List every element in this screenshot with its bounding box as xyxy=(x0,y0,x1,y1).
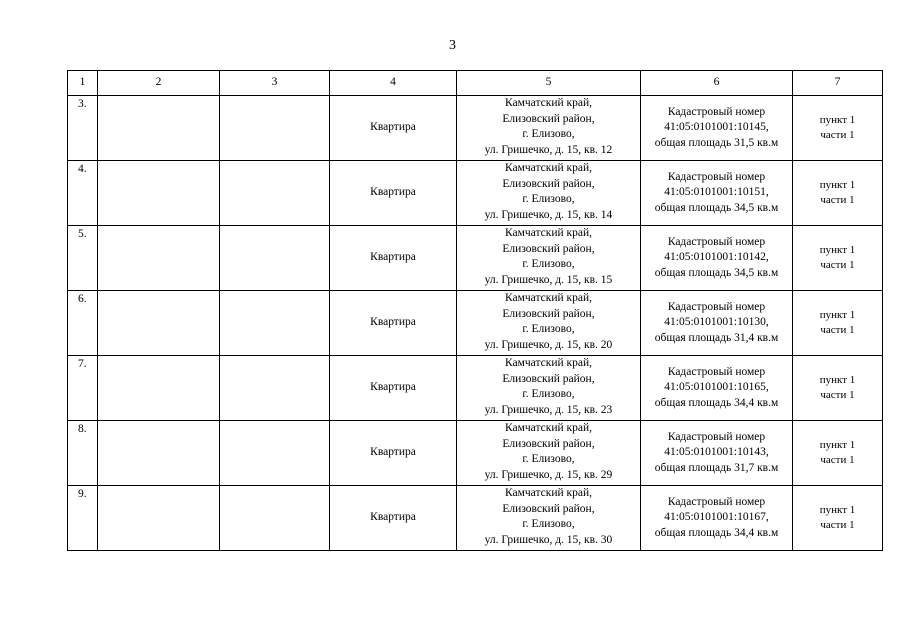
legal-basis-line: пункт 1 xyxy=(819,114,856,126)
cell-col-2 xyxy=(98,421,220,486)
legal-basis-line: пункт 1 xyxy=(819,179,856,191)
cadastral-cell xyxy=(641,161,793,226)
legal-basis-line: пункт 1 xyxy=(819,244,856,256)
cadastral-line: 41:05:0101001:10143, xyxy=(664,446,769,459)
column-header: 5 xyxy=(457,71,641,96)
legal-basis-cell xyxy=(793,486,883,551)
table-row xyxy=(68,486,883,551)
cadastral-cell xyxy=(641,421,793,486)
legal-basis-line: пункт 1 xyxy=(819,439,856,451)
cell-col-3 xyxy=(220,226,330,291)
legal-basis-cell xyxy=(793,356,883,421)
row-number: 9. xyxy=(68,486,98,551)
cell-col-2 xyxy=(98,486,220,551)
row-number: 4. xyxy=(68,161,98,226)
row-number: 8. xyxy=(68,421,98,486)
address-line: ул. Гришечко, д. 15, кв. 14 xyxy=(484,208,613,221)
address-cell xyxy=(457,96,641,161)
address-cell xyxy=(457,421,641,486)
address-line: Камчатский край, xyxy=(504,97,592,109)
table-row xyxy=(68,96,883,161)
address-line: г. Елизово, xyxy=(522,453,575,465)
table-row xyxy=(68,421,883,486)
property-type: Квартира xyxy=(330,486,457,551)
address-line: г. Елизово, xyxy=(522,258,575,270)
cadastral-cell xyxy=(641,486,793,551)
cadastral-line: Кадастровый номер xyxy=(667,430,766,443)
property-type: Квартира xyxy=(330,226,457,291)
cell-col-3 xyxy=(220,291,330,356)
legal-basis-line: части 1 xyxy=(820,519,855,531)
cadastral-line: 41:05:0101001:10145, xyxy=(664,121,769,134)
address-line: Елизовский район, xyxy=(502,307,595,320)
cadastral-line: общая площадь 34,4 кв.м xyxy=(654,526,779,539)
cadastral-line: общая площадь 34,5 кв.м xyxy=(654,201,779,214)
cadastral-line: 41:05:0101001:10151, xyxy=(664,186,769,199)
property-type: Квартира xyxy=(330,356,457,421)
column-header: 3 xyxy=(220,71,330,96)
property-type: Квартира xyxy=(330,421,457,486)
address-line: Камчатский край, xyxy=(504,162,592,174)
address-line: г. Елизово, xyxy=(522,518,575,530)
address-cell xyxy=(457,486,641,551)
column-header: 2 xyxy=(98,71,220,96)
property-type: Квартира xyxy=(330,291,457,356)
cadastral-line: 41:05:0101001:10167, xyxy=(664,511,769,524)
row-number: 5. xyxy=(68,226,98,291)
address-line: г. Елизово, xyxy=(522,193,575,205)
address-line: ул. Гришечко, д. 15, кв. 30 xyxy=(484,533,613,546)
cadastral-line: общая площадь 31,4 кв.м xyxy=(654,331,779,344)
property-table xyxy=(67,70,883,551)
property-type: Квартира xyxy=(330,161,457,226)
legal-basis-cell xyxy=(793,96,883,161)
cadastral-line: 41:05:0101001:10142, xyxy=(664,251,769,264)
cadastral-line: Кадастровый номер xyxy=(667,105,766,118)
legal-basis-line: части 1 xyxy=(820,454,855,466)
cell-col-2 xyxy=(98,291,220,356)
row-number: 6. xyxy=(68,291,98,356)
address-line: Елизовский район, xyxy=(502,112,595,125)
cadastral-line: 41:05:0101001:10165, xyxy=(664,381,769,394)
address-line: г. Елизово, xyxy=(522,388,575,400)
legal-basis-line: части 1 xyxy=(820,129,855,141)
address-cell xyxy=(457,356,641,421)
cadastral-cell xyxy=(641,96,793,161)
cell-col-2 xyxy=(98,96,220,161)
address-line: Елизовский район, xyxy=(502,242,595,255)
table-row xyxy=(68,226,883,291)
address-line: Камчатский край, xyxy=(504,292,592,304)
cadastral-line: Кадастровый номер xyxy=(667,235,766,248)
cell-col-3 xyxy=(220,96,330,161)
address-line: ул. Гришечко, д. 15, кв. 23 xyxy=(484,403,613,416)
address-line: г. Елизово, xyxy=(522,128,575,140)
address-line: Елизовский район, xyxy=(502,437,595,450)
cadastral-line: общая площадь 34,5 кв.м xyxy=(654,266,779,279)
legal-basis-line: пункт 1 xyxy=(819,309,856,321)
address-cell xyxy=(457,291,641,356)
address-line: ул. Гришечко, д. 15, кв. 29 xyxy=(484,468,613,481)
legal-basis-cell xyxy=(793,291,883,356)
cadastral-cell xyxy=(641,356,793,421)
cadastral-line: 41:05:0101001:10130, xyxy=(664,316,769,329)
table-row xyxy=(68,356,883,421)
row-number: 3. xyxy=(68,96,98,161)
address-line: ул. Гришечко, д. 15, кв. 12 xyxy=(484,143,613,156)
address-line: Елизовский район, xyxy=(502,177,595,190)
table-row xyxy=(68,161,883,226)
address-line: Камчатский край, xyxy=(504,357,592,369)
legal-basis-line: пункт 1 xyxy=(819,504,856,516)
address-line: Камчатский край, xyxy=(504,487,592,499)
column-header: 7 xyxy=(793,71,883,96)
legal-basis-cell xyxy=(793,421,883,486)
cell-col-2 xyxy=(98,356,220,421)
column-header: 1 xyxy=(68,71,98,96)
legal-basis-line: части 1 xyxy=(820,324,855,336)
legal-basis-line: части 1 xyxy=(820,389,855,401)
legal-basis-line: пункт 1 xyxy=(819,374,856,386)
table-header-row xyxy=(68,71,883,96)
address-line: Елизовский район, xyxy=(502,372,595,385)
column-header: 4 xyxy=(330,71,457,96)
address-line: Елизовский район, xyxy=(502,502,595,515)
cell-col-2 xyxy=(98,161,220,226)
row-number: 7. xyxy=(68,356,98,421)
cadastral-cell xyxy=(641,226,793,291)
cadastral-line: общая площадь 31,7 кв.м xyxy=(654,461,779,474)
legal-basis-cell xyxy=(793,161,883,226)
address-line: Камчатский край, xyxy=(504,227,592,239)
address-line: г. Елизово, xyxy=(522,323,575,335)
table-body xyxy=(68,96,883,551)
column-header: 6 xyxy=(641,71,793,96)
cadastral-line: Кадастровый номер xyxy=(667,495,766,508)
cell-col-3 xyxy=(220,356,330,421)
cell-col-3 xyxy=(220,486,330,551)
legal-basis-line: части 1 xyxy=(820,194,855,206)
cadastral-line: общая площадь 34,4 кв.м xyxy=(654,396,779,409)
address-line: Камчатский край, xyxy=(504,422,592,434)
cadastral-line: Кадастровый номер xyxy=(667,365,766,378)
cadastral-line: Кадастровый номер xyxy=(667,300,766,313)
legal-basis-cell xyxy=(793,226,883,291)
address-cell xyxy=(457,161,641,226)
address-line: ул. Гришечко, д. 15, кв. 20 xyxy=(484,338,613,351)
cell-col-3 xyxy=(220,421,330,486)
address-line: ул. Гришечко, д. 15, кв. 15 xyxy=(484,273,613,286)
address-cell xyxy=(457,226,641,291)
cell-col-2 xyxy=(98,226,220,291)
legal-basis-line: части 1 xyxy=(820,259,855,271)
property-type: Квартира xyxy=(330,96,457,161)
table-row xyxy=(68,291,883,356)
cell-col-3 xyxy=(220,161,330,226)
cadastral-cell xyxy=(641,291,793,356)
cadastral-line: Кадастровый номер xyxy=(667,170,766,183)
cadastral-line: общая площадь 31,5 кв.м xyxy=(654,136,779,149)
page-number: 3 xyxy=(449,38,456,53)
